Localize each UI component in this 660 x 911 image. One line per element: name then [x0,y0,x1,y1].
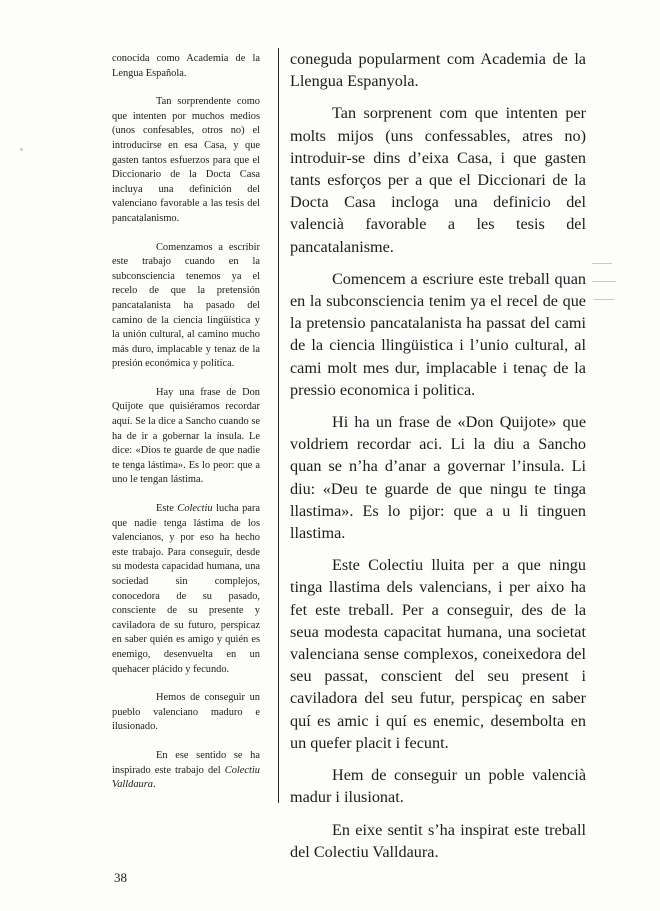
scan-margin-mark [592,263,612,264]
es-p7-colectiu-valldaura: Colectiu Valldaura [112,764,260,791]
va-paragraph-4: Hi ha un frase de «Don Quijote» que voldriem recordar aci. Li la diu a Sancho quan se n’ha d’anar a governar l’insula. Li diu: «Deu te guarde de que ningu te tinga llastima». Es lo pijor: que a u li tinguen llastima. [290,413,586,543]
va-paragraph-3: Comencem a escriure este treball quan en la subconsciencia tenim ya el recel de que la pretensio pancatalanista ha passat del cami de la ciencia llingüistica i l’unio cultural, al cami molt mes dur, implacable i tenaç de la pressio economica i politica. [290,269,586,399]
va-paragraph-2: Tan sorprenent com que intenten per molts mijos (uns confessables, atres no) introduir-se dins d’eixa Casa, i que gasten tants esforços per a que el Diccionari de la Docta Casa incloga una definicio del valencià favorable a les tesis del pancatalanisme. [290,104,586,256]
page-number: 38 [114,870,127,885]
valencian-column [290,48,586,873]
spanish-column [112,52,260,807]
scan-speck [20,148,23,151]
es-paragraph-4: Hay una frase de Don Quijote que quisiéramos recordar aquí. Se la dice a Sancho cuando se ha de ir a gobernar la ínsula. Le dice: «Dios te guarde de que nadie te tenga lástima». Es lo peor: que a uno le tengan lástima. [112,386,260,486]
es-p5-seg-1: Este [156,503,178,515]
va-paragraph-6: Hem de conseguir un poble valencià madur i ilusionat. [290,766,586,807]
va-paragraph-5: Este Colectiu lluita per a que ningu tinga llastima dels valencians, i per aixo ha fet este treball. Per a conseguir, des de la seua modesta capacitat humana, una societat valenciana sense complexos, coneixedora del seu passat, conscient del seu present i caviladora del seu futur, perspicaç en saber quí es amic i quí es enemic, desembolta en un quefer placit i fecunt. [290,556,586,752]
es-p7-seg-1: En ese sentido se ha inspirado este trabajo del [112,749,260,776]
es-paragraph-7 [112,749,260,793]
es-paragraph-3: Comenzamos a escribir este trabajo cuando en la subconsciencia tenemos ya el recelo de que la pretensión pancatalanista ha pasado del camino de la ciencia lingüística y la unión cultural, al camino mucho más duro, implacable y tenaz de la presión económica y política. [112,241,260,370]
es-paragraph-2: Tan sorprendente como que intenten por muchos medios (unos confesables, otros no) el introducirse en esa Casa, y que gasten tantos esfuerzos para que el Diccionario de la Docta Casa incluya una definición del valenciano favorable a las tesis del pancatalanismo. [112,96,260,224]
es-p5-seg-3: lucha para que nadie tenga lástima de los valencianos, y por eso ha hecho este trabajo. Para conseguir, desde su modesta capacidad humana, una sociedad sin complejos, conocedora de su pasado, consciente de su presente y caviladora de su futuro, perspicaz en saber quién es amigo y quién es enemigo, desenvuelta en un quehacer plácido y fecundo. [112,503,260,675]
scan-margin-mark [594,299,614,300]
column-divider [278,48,279,803]
es-paragraph-6: Hemos de conseguir un pueblo valenciano maduro e ilusionado. [112,692,260,733]
es-paragraph-5 [112,502,260,677]
va-paragraph-7: En eixe sentit s’ha inspirat este treball del Colectiu Valldaura. [290,820,586,861]
es-p5-colectiu: Colectiu [177,503,213,515]
es-p7-seg-3: . [153,779,156,791]
scan-margin-mark [592,281,616,282]
es-paragraph-1: conocida como Academia de la Lengua Española. [112,53,260,79]
va-paragraph-1: coneguda popularment com Academia de la Llengua Espanyola. [290,50,586,91]
